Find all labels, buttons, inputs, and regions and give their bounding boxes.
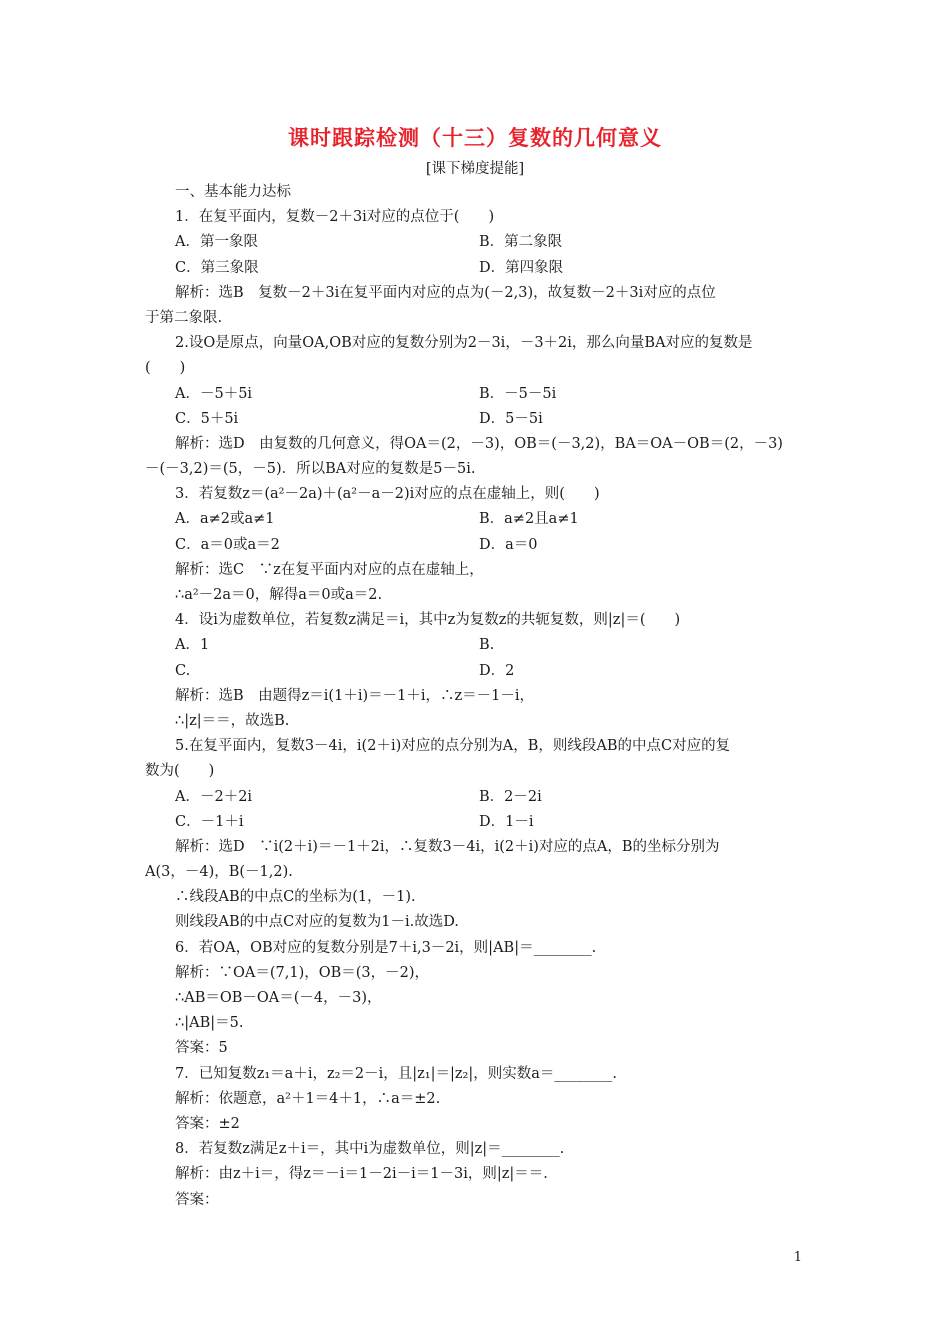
- page-number: 1: [793, 1250, 802, 1265]
- text-line: ∴|AB|＝5.: [175, 1015, 244, 1032]
- option-left: A．－2＋2i: [175, 788, 253, 805]
- text-line: 解析：由z＋i＝，得z＝－i＝1－2i－i＝1－3i，则|z|＝＝.: [175, 1166, 548, 1183]
- text-line: 于第二象限.: [145, 309, 223, 326]
- answer-options-row: [145, 407, 810, 432]
- option-right: D．5－5i: [479, 410, 543, 427]
- text-line: ∴线段AB的中点C的坐标为(1，－1).: [175, 889, 416, 906]
- page-title: 课时跟踪检测（十三）复数的几何意义: [288, 126, 662, 150]
- answer-options-row: [145, 810, 810, 835]
- answer-options-row: [145, 785, 810, 810]
- section-heading: 一、基本能力达标: [175, 184, 291, 200]
- answer-options-row: [145, 533, 810, 558]
- option-right: D．a＝0: [479, 536, 538, 553]
- answer-options-row: [145, 633, 810, 658]
- text-line: ∴a²－2a＝0，解得a＝0或a＝2.: [175, 587, 383, 603]
- option-right: B．a≠2且a≠1: [479, 511, 579, 528]
- option-right: D．第四象限: [479, 259, 564, 276]
- text-line: 7．已知复数z₁＝a＋i，z₂＝2－i，且|z₁|＝|z₂|，则实数a＝________.: [175, 1065, 617, 1082]
- text-line: 解析：选B 复数－2＋3i在复平面内对应的点为(－2,3)，故复数－2＋3i对应的点位: [175, 284, 716, 301]
- text-line: 答案：: [175, 1191, 219, 1208]
- text-line: －(－3,2)＝(5，－5)．所以BA对应的复数是5－5i.: [145, 461, 476, 478]
- option-left: C．a＝0或a＝2: [175, 536, 280, 553]
- document-body: [145, 180, 810, 1213]
- text-line: 5.在复平面内，复数3－4i，i(2＋i)对应的点分别为A，B，则线段AB的中点C对应的复: [175, 738, 731, 755]
- answer-options-row: [145, 230, 810, 255]
- text-line: 答案：5: [175, 1040, 228, 1057]
- option-right: D．2: [479, 662, 515, 679]
- text-line: 4．设i为虚数单位，若复数z满足＝i，其中z为复数z的共轭复数，则|z|＝( ): [175, 612, 681, 629]
- text-line: ( ): [145, 360, 186, 377]
- text-line: ∴|z|＝＝，故选B.: [175, 712, 290, 729]
- text-line: 3．若复数z＝(a²－2a)＋(a²－a－2)i对应的点在虚轴上，则( ): [175, 486, 600, 503]
- option-left: C．－1＋i: [175, 813, 244, 830]
- option-right: B.: [479, 637, 495, 654]
- text-line: 解析：∵OA＝(7,1)，OB＝(3，－2)，: [175, 964, 430, 981]
- option-right: B．第二象限: [479, 234, 563, 251]
- option-left: A．－5＋5i: [175, 385, 253, 402]
- text-line: 答案：±2: [175, 1115, 240, 1132]
- option-right: B．2－2i: [479, 788, 542, 805]
- option-left: A．第一象限: [175, 234, 258, 251]
- text-line: 1．在复平面内，复数－2＋3i对应的点位于( ): [175, 209, 495, 226]
- text-line: 6．若OA，OB对应的复数分别是7＋i,3－2i，则|AB|＝________.: [175, 939, 597, 956]
- option-left: C．第三象限: [175, 259, 259, 276]
- text-line: 解析：选B 由题得z＝i(1＋i)＝－1＋i，∴z＝－1－i，: [175, 687, 534, 704]
- answer-options-row: [145, 659, 810, 684]
- text-line: 2.设O是原点，向量OA,OB对应的复数分别为2－3i，－3＋2i，那么向量BA对应的复数是: [175, 335, 753, 352]
- option-left: C.: [175, 662, 191, 679]
- answer-options-row: [145, 256, 810, 281]
- option-left: A．1: [175, 637, 210, 654]
- page-subtitle: [课下梯度提能]: [425, 161, 525, 177]
- text-line: 数为( ): [145, 763, 215, 780]
- text-line: 解析：选C ∵z在复平面内对应的点在虚轴上，: [175, 561, 484, 578]
- text-line: A(3，－4)，B(－1,2).: [145, 864, 293, 881]
- answer-options-row: [145, 507, 810, 532]
- option-left: C．5＋5i: [175, 410, 239, 427]
- text-line: 解析：依题意，a²＋1＝4＋1，∴a＝±2.: [175, 1090, 441, 1107]
- text-line: 则线段AB的中点C对应的复数为1－i.故选D.: [175, 914, 459, 931]
- option-left: A．a≠2或a≠1: [175, 511, 275, 528]
- text-line: 解析：选D ∵i(2＋i)＝－1＋2i，∴复数3－4i，i(2＋i)对应的点A，B的坐标分别为: [175, 838, 720, 855]
- option-right: D．1－i: [479, 813, 534, 830]
- text-line: 8．若复数z满足z＋i＝，其中i为虚数单位，则|z|＝________.: [175, 1141, 565, 1158]
- text-line: ∴AB＝OB－OA＝(－4，－3)，: [175, 990, 382, 1006]
- text-line: 解析：选D 由复数的几何意义，得OA＝(2，－3)，OB＝(－3,2)，BA＝OA－OB＝(2，－3): [175, 435, 783, 452]
- option-right: B．－5－5i: [479, 385, 557, 402]
- answer-options-row: [145, 382, 810, 407]
